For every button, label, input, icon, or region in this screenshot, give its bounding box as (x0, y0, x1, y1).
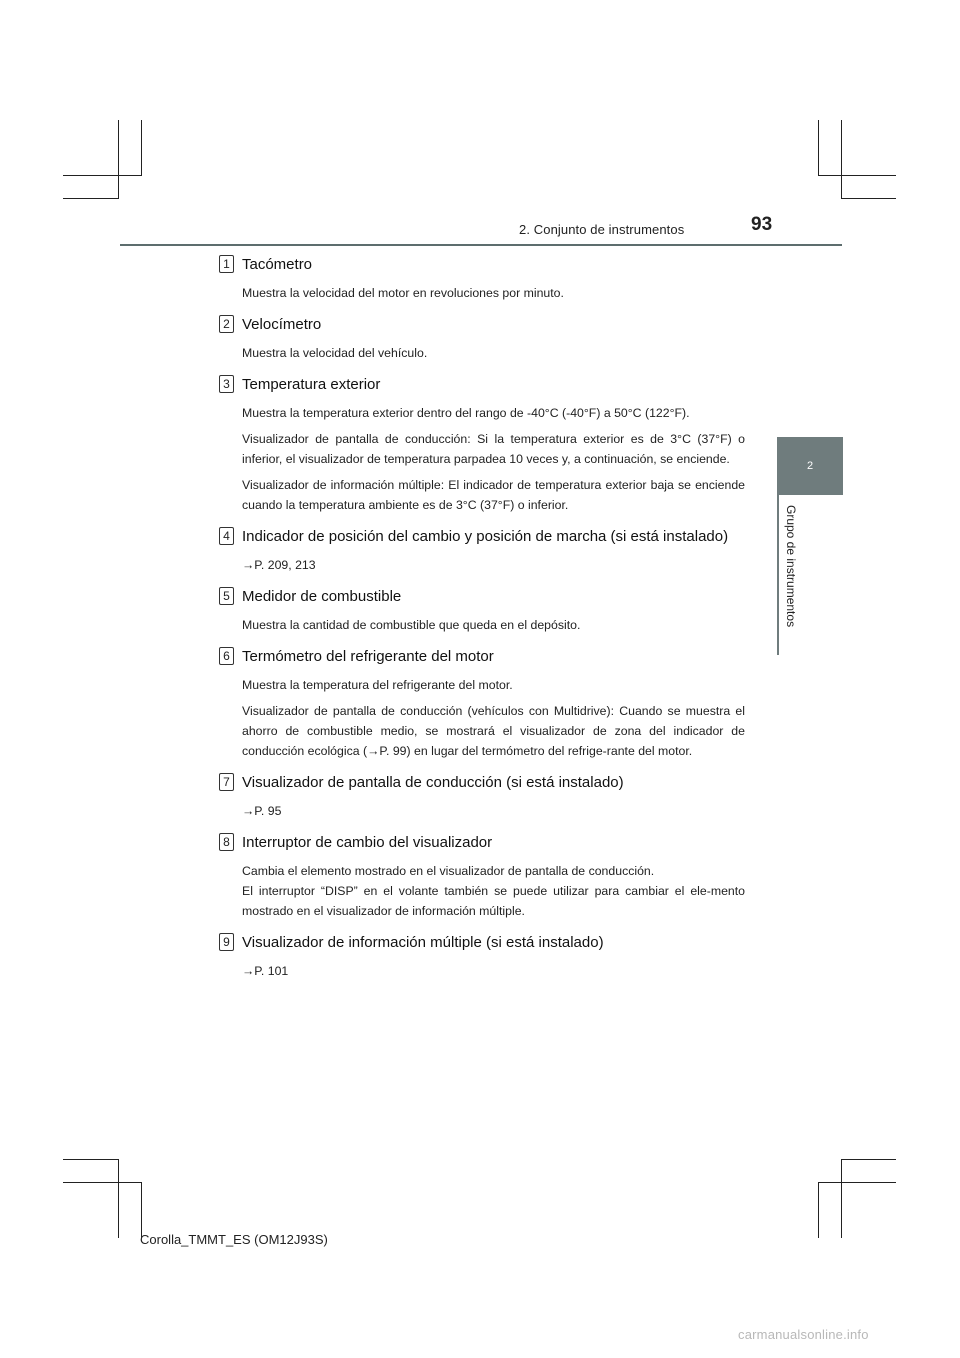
item-number-badge: 6 (219, 647, 234, 665)
list-item (219, 585, 745, 645)
item-title: Velocímetro (242, 315, 322, 333)
list-item (219, 253, 745, 313)
item-description: Muestra la temperatura del refrigerante del motor. (242, 678, 513, 692)
manual-code: Corolla_TMMT_ES (OM12J93S) (140, 1232, 328, 1247)
crop-mark (63, 198, 119, 199)
item-number-badge: 3 (219, 375, 234, 393)
item-description: Muestra la cantidad de combustible que queda en el depósito. (242, 618, 581, 632)
list-item (219, 313, 745, 373)
item-title: Interruptor de cambio del visualizador (242, 833, 493, 851)
item-description: Visualizador de pantalla de conducción: Si la temperatura exterior es de 3°C (37°F) o inferior, el visualizador de temperatura parpadea 10 veces y, a continuación, se enciende. (242, 432, 745, 466)
item-description: Cambia el elemento mostrado en el visualizador de pantalla de conducción. (242, 864, 655, 878)
item-body (219, 343, 745, 373)
crop-mark (841, 198, 896, 199)
crop-mark (818, 120, 819, 176)
chapter-tab-rule (777, 495, 779, 655)
item-heading (219, 373, 745, 395)
crop-mark (118, 1160, 119, 1238)
item-description: Muestra la velocidad del motor en revoluciones por minuto. (242, 286, 564, 300)
item-number-badge: 2 (219, 315, 234, 333)
crop-mark (118, 120, 119, 198)
item-number-badge: 8 (219, 833, 234, 851)
chapter-tab[interactable]: 2 (777, 437, 843, 495)
item-title: Tacómetro (242, 255, 313, 273)
list-item (219, 645, 745, 771)
item-heading (219, 525, 745, 547)
header-rule (120, 244, 842, 246)
list-item (219, 525, 745, 585)
crop-mark (63, 175, 142, 176)
item-description: El interruptor “DISP” en el volante también se puede utilizar para cambiar el ele-mento mostrado en el visualizador de información múltiple. (242, 884, 745, 918)
section-title: 2. Conjunto de instrumentos (519, 222, 685, 237)
item-body (219, 675, 745, 771)
item-body (219, 615, 745, 645)
watermark: carmanualsonline.info (738, 1327, 869, 1342)
crop-mark (63, 1159, 119, 1160)
crop-mark (818, 175, 896, 176)
item-heading (219, 253, 745, 275)
item-number-badge: 7 (219, 773, 234, 791)
crop-mark (141, 1182, 142, 1238)
chapter-tab-label: Grupo de instrumentos (784, 505, 798, 628)
item-heading (219, 645, 745, 667)
item-description: Muestra la temperatura exterior dentro del rango de -40°C (-40°F) a 50°C (122°F). (242, 406, 690, 420)
item-number-badge: 9 (219, 933, 234, 951)
item-heading (219, 313, 745, 335)
item-body (219, 961, 745, 991)
list-item (219, 771, 745, 831)
item-body (219, 801, 745, 831)
page-number: 93 (751, 214, 773, 235)
item-number-badge: 1 (219, 255, 234, 273)
item-heading (219, 771, 745, 793)
item-heading (219, 931, 745, 953)
crop-mark (141, 120, 142, 176)
list-item (219, 931, 745, 991)
item-title: Temperatura exterior (242, 375, 381, 393)
item-body (219, 283, 745, 313)
item-description: Visualizador de pantalla de conducción (vehículos con Multidrive): Cuando se muestra el ahorro de combustible medio, se mostrará el visualizador de zona del indicador de conducción ecológica (→P. 99) en lugar del termómetro del refrige-rante del motor. (242, 704, 745, 758)
item-title: Visualizador de información múltiple (si está instalado) (242, 933, 604, 951)
item-title: Indicador de posición del cambio y posición de marcha (si está instalado) (242, 527, 729, 545)
crop-mark (841, 1159, 896, 1160)
item-heading (219, 585, 745, 607)
page-reference[interactable]: →P. 101 (242, 964, 289, 978)
item-heading (219, 831, 745, 853)
page-reference[interactable]: →P. 209, 213 (242, 558, 316, 572)
crop-mark (818, 1182, 896, 1183)
item-body (219, 861, 745, 931)
item-body (219, 555, 745, 585)
item-title: Medidor de combustible (242, 587, 402, 605)
page-reference[interactable]: →P. 95 (242, 804, 282, 818)
item-title: Visualizador de pantalla de conducción (si está instalado) (242, 773, 624, 791)
item-description: Visualizador de información múltiple: El indicador de temperatura exterior baja se enciende cuando la temperatura ambiente es de 3°C (37°F) o inferior. (242, 478, 745, 512)
crop-mark (63, 1182, 142, 1183)
item-number-badge: 4 (219, 527, 234, 545)
item-title: Termómetro del refrigerante del motor (242, 647, 494, 665)
item-description: Muestra la velocidad del vehículo. (242, 346, 428, 360)
item-number-badge: 5 (219, 587, 234, 605)
crop-mark (841, 1160, 842, 1238)
item-list (219, 253, 745, 991)
list-item (219, 373, 745, 525)
crop-mark (818, 1182, 819, 1238)
item-body (219, 403, 745, 525)
crop-mark (841, 120, 842, 198)
list-item (219, 831, 745, 931)
